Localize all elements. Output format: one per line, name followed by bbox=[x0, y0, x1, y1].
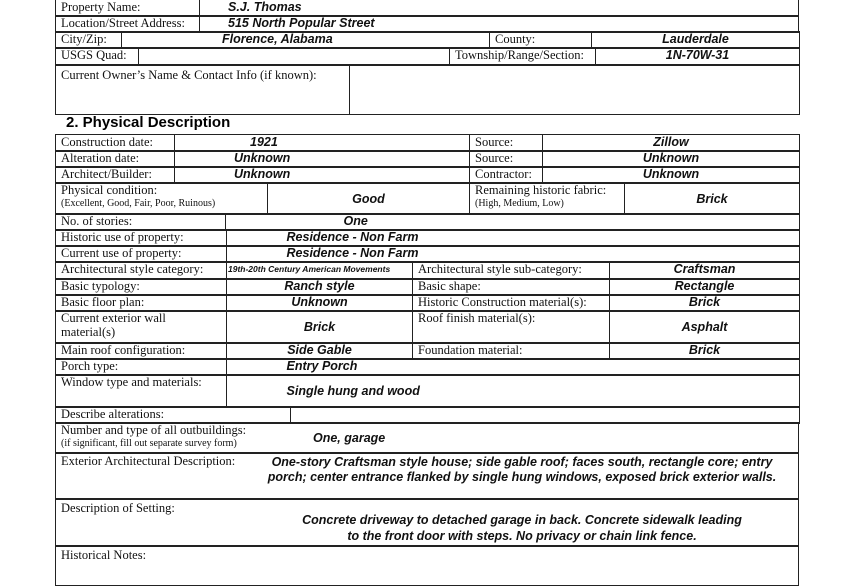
porch-value[interactable]: Entry Porch bbox=[226, 358, 800, 376]
county-label: County: bbox=[489, 31, 592, 49]
stories-label: No. of stories: bbox=[55, 213, 226, 231]
setting-label: Description of Setting: bbox=[61, 501, 175, 515]
condition-value[interactable]: Good bbox=[267, 182, 470, 215]
substyle-label: Architectural style sub-category: bbox=[412, 261, 610, 280]
construction-value[interactable]: 1921 bbox=[174, 134, 470, 152]
property-name-label: Property Name: bbox=[55, 0, 200, 17]
contractor-label: Contractor: bbox=[469, 166, 543, 184]
shape-label: Basic shape: bbox=[412, 278, 610, 296]
source2-value[interactable]: Unknown bbox=[542, 150, 800, 168]
outbuildings-value[interactable]: One, garage bbox=[313, 431, 386, 445]
architect-value[interactable]: Unknown bbox=[174, 166, 470, 184]
hist-material-label: Historic Construction material(s): bbox=[412, 294, 610, 312]
foundation-value[interactable]: Brick bbox=[609, 342, 800, 360]
usgs-value[interactable] bbox=[138, 47, 450, 65]
floor-label: Basic floor plan: bbox=[55, 294, 227, 312]
style-value[interactable]: 19th-20th Century American Movements bbox=[226, 261, 413, 280]
source-label: Source: bbox=[469, 134, 543, 152]
address-value[interactable]: 515 North Popular Street bbox=[199, 15, 799, 33]
wall-value[interactable]: Brick bbox=[226, 310, 413, 344]
notes-row bbox=[56, 546, 800, 586]
contractor-value[interactable]: Unknown bbox=[542, 166, 800, 184]
usgs-row bbox=[56, 48, 800, 65]
historic-use-value[interactable]: Residence - Non Farm bbox=[226, 229, 800, 247]
roof-config-value[interactable]: Side Gable bbox=[226, 342, 413, 360]
owner-label: Current Owner’s Name & Contact Info (if known): bbox=[55, 65, 350, 115]
alterations-label: Describe alterations: bbox=[55, 406, 291, 424]
address-label: Location/Street Address: bbox=[55, 15, 200, 33]
wall-label: Current exterior wall material(s) bbox=[55, 310, 227, 344]
window-value[interactable]: Single hung and wood bbox=[226, 374, 800, 408]
architect-label: Architect/Builder: bbox=[55, 166, 175, 184]
stories-value[interactable]: One bbox=[225, 213, 800, 231]
usgs-label: USGS Quad: bbox=[55, 47, 139, 65]
owner-row bbox=[56, 66, 800, 115]
floor-value[interactable]: Unknown bbox=[226, 294, 413, 312]
source-value[interactable]: Zillow bbox=[542, 134, 800, 152]
foundation-label: Foundation material: bbox=[412, 342, 610, 360]
setting-row bbox=[56, 499, 800, 547]
historic-use-label: Historic use of property: bbox=[55, 229, 227, 247]
roof-finish-value[interactable]: Asphalt bbox=[609, 310, 800, 344]
section-title: 2. Physical Description bbox=[66, 114, 231, 131]
property-name-value[interactable]: S.J. Thomas bbox=[199, 0, 799, 17]
current-use-value[interactable]: Residence - Non Farm bbox=[226, 245, 800, 263]
owner-value[interactable] bbox=[349, 65, 800, 115]
typology-value[interactable]: Ranch style bbox=[226, 278, 413, 296]
city-label: City/Zip: bbox=[55, 31, 122, 49]
wall-row bbox=[56, 311, 800, 344]
window-label: Window type and materials: bbox=[55, 374, 227, 408]
condition-row bbox=[56, 183, 800, 215]
exterior-label: Exterior Architectural Description: bbox=[61, 454, 236, 468]
fabric-hint: (High, Medium, Low) bbox=[475, 198, 564, 209]
setting-cell bbox=[55, 498, 799, 547]
county-value[interactable]: Lauderdale bbox=[591, 31, 800, 49]
exterior-cell bbox=[55, 452, 799, 500]
construction-label: Construction date: bbox=[55, 134, 175, 152]
roof-config-label: Main roof configuration: bbox=[55, 342, 227, 360]
fabric-label-cell bbox=[469, 182, 625, 215]
hist-material-value[interactable]: Brick bbox=[609, 294, 800, 312]
current-use-label: Current use of property: bbox=[55, 245, 227, 263]
source2-label: Source: bbox=[469, 150, 543, 168]
condition-hint: (Excellent, Good, Fair, Poor, Ruinous) bbox=[61, 198, 216, 209]
typology-label: Basic typology: bbox=[55, 278, 227, 296]
fabric-label: Remaining historic fabric: bbox=[475, 183, 607, 197]
trs-label: Township/Range/Section: bbox=[449, 47, 596, 65]
notes-label: Historical Notes: bbox=[55, 545, 799, 586]
exterior-value[interactable]: One-story Craftsman style house; side gable roof; faces south, rectangle core; entry porch; center entrance flanked by single hung windows, exposed brick exterior walls. bbox=[267, 455, 777, 484]
outbuildings-label: Number and type of all outbuildings: bbox=[61, 423, 247, 437]
alteration-label: Alteration date: bbox=[55, 150, 175, 168]
city-value[interactable]: Florence, Alabama bbox=[121, 31, 490, 49]
porch-label: Porch type: bbox=[55, 358, 227, 376]
fabric-value[interactable]: Brick bbox=[624, 182, 800, 215]
substyle-value[interactable]: Craftsman bbox=[609, 261, 800, 280]
roof-finish-label: Roof finish material(s): bbox=[412, 310, 610, 344]
condition-label: Physical condition: bbox=[61, 183, 158, 197]
exterior-row bbox=[56, 453, 800, 500]
style-label: Architectural style category: bbox=[55, 261, 227, 280]
outbuildings-row bbox=[56, 423, 800, 454]
condition-label-cell bbox=[55, 182, 268, 215]
trs-value[interactable]: 1N-70W-31 bbox=[595, 47, 800, 65]
outbuildings-cell bbox=[55, 422, 799, 454]
shape-value[interactable]: Rectangle bbox=[609, 278, 800, 296]
setting-value[interactable]: Concrete driveway to detached garage in back. Concrete sidewalk leading to the front door with steps. No privacy or chain link fence. bbox=[302, 513, 742, 543]
alteration-value[interactable]: Unknown bbox=[174, 150, 470, 168]
outbuildings-hint: (if significant, fill out separate survey form) bbox=[61, 438, 237, 449]
window-row bbox=[56, 375, 800, 408]
